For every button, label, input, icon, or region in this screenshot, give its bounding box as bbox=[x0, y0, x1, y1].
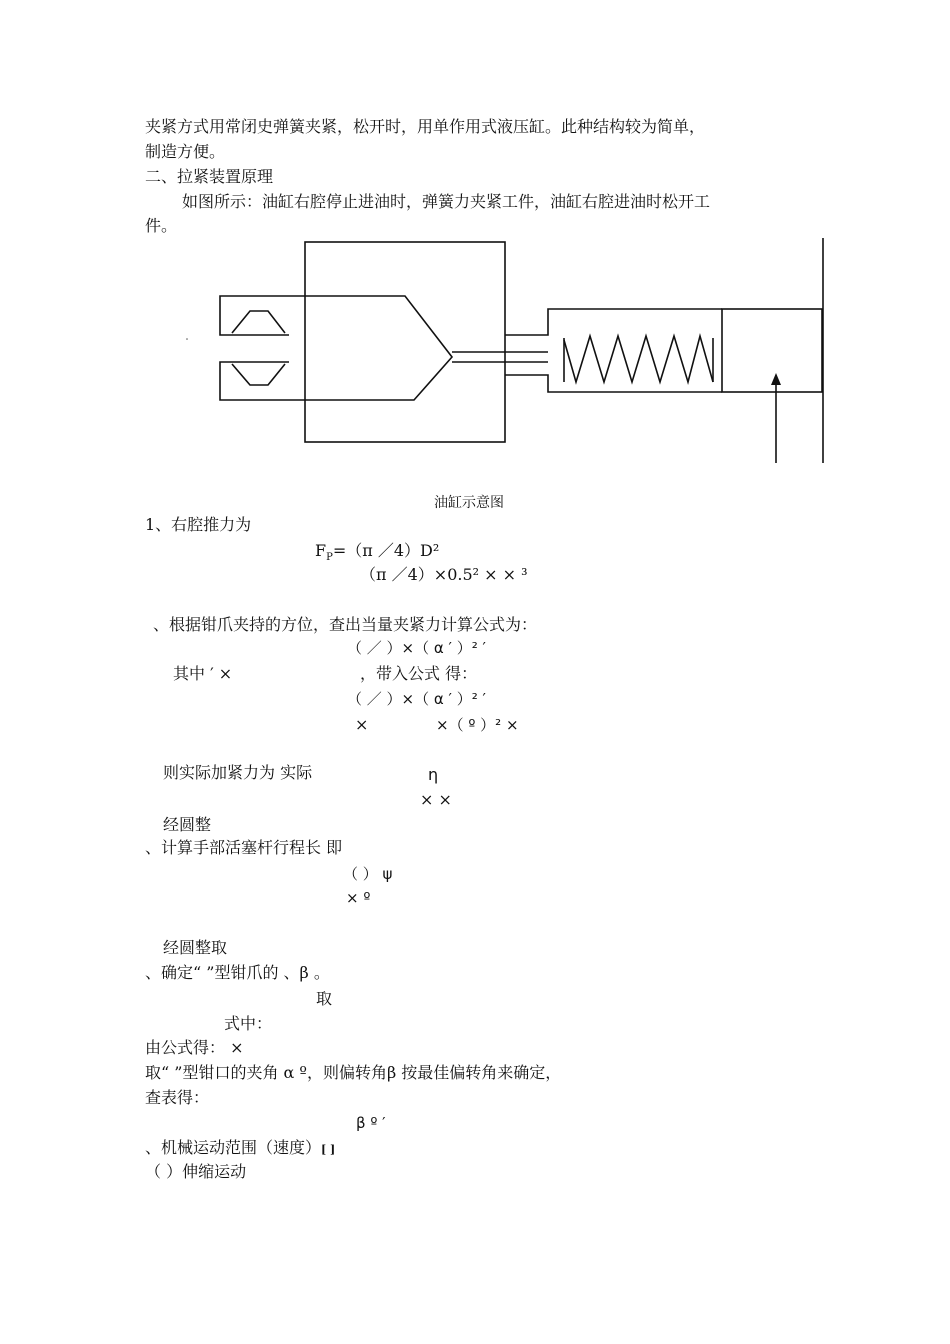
s5-take: 取 bbox=[316, 989, 333, 1008]
wedge bbox=[289, 296, 452, 400]
s2-formula2: （ ／ ）×（ α ′ ）² ′ bbox=[347, 690, 486, 708]
s4-round: 经圆整取 bbox=[163, 938, 228, 957]
para2-line2: 件。 bbox=[145, 216, 178, 235]
s2-formula3b: ×（ º ）² × bbox=[436, 716, 519, 734]
figure-caption: 油缸示意图 bbox=[434, 495, 504, 511]
cylinder-diagram bbox=[0, 0, 950, 480]
s4-formula1: （ ） ψ bbox=[343, 865, 393, 883]
s5-table: 查表得： bbox=[145, 1088, 210, 1107]
s6-sub: （ ）伸缩运动 bbox=[145, 1162, 247, 1181]
f1-line2: （π ／4）×0.5² × × ³ bbox=[360, 565, 528, 584]
jaw-icon bbox=[220, 296, 289, 400]
s3-mult: × × bbox=[420, 790, 452, 809]
s4-formula2: × º bbox=[346, 889, 371, 907]
section-heading: 二、拉紧装置原理 bbox=[145, 167, 274, 186]
para1-line1: 夹紧方式用常闭史弹簧夹紧，松开时，用单作用式液压缸。此种结构较为简单， bbox=[145, 117, 706, 136]
s5-title: 、确定“ ”型钳爪的 、β 。 bbox=[145, 963, 330, 982]
s2-where: 其中 ′ × bbox=[173, 664, 233, 683]
s3-actual: 则实际加紧力为 实际 bbox=[163, 763, 313, 782]
arrow-up-icon bbox=[771, 373, 781, 385]
s1-title: 1、右腔推力为 bbox=[145, 515, 252, 534]
s5-take2: 取“ ”型钳口的夹角 α º，则偏转角β 按最佳偏转角来确定， bbox=[145, 1063, 562, 1082]
s2-bring: ，带入公式 得： bbox=[360, 664, 478, 683]
s5-where: 式中： bbox=[224, 1014, 273, 1033]
cylinder-chamber bbox=[722, 309, 822, 392]
s2-title: 、根据钳爪夹持的方位，查出当量夹紧力计算公式为： bbox=[153, 615, 538, 634]
s4-title: 、计算手部活塞杆行程长 即 bbox=[145, 838, 343, 857]
s2-formula3a: × bbox=[355, 715, 369, 734]
s6-title: 、机械运动范围（速度）[ ] bbox=[145, 1138, 336, 1157]
s5-from: 由公式得： × bbox=[145, 1038, 244, 1057]
s3-eta: η bbox=[428, 765, 439, 784]
s5-beta: β º ′ bbox=[356, 1114, 386, 1132]
para2-line1: 如图所示：油缸右腔停止进油时，弹簧力夹紧工件，油缸右腔进油时松开工 bbox=[182, 192, 711, 211]
para1-line2: 制造方便。 bbox=[145, 142, 226, 161]
housing-box bbox=[305, 242, 505, 442]
spring-icon bbox=[564, 336, 713, 382]
f1-line1: $F_P=(\pi$ ／4）D² bbox=[315, 541, 440, 564]
s3-round: 经圆整 bbox=[163, 815, 212, 834]
s2-formula1: （ ／ ）×（ α ′ ）² ′ bbox=[347, 639, 486, 657]
